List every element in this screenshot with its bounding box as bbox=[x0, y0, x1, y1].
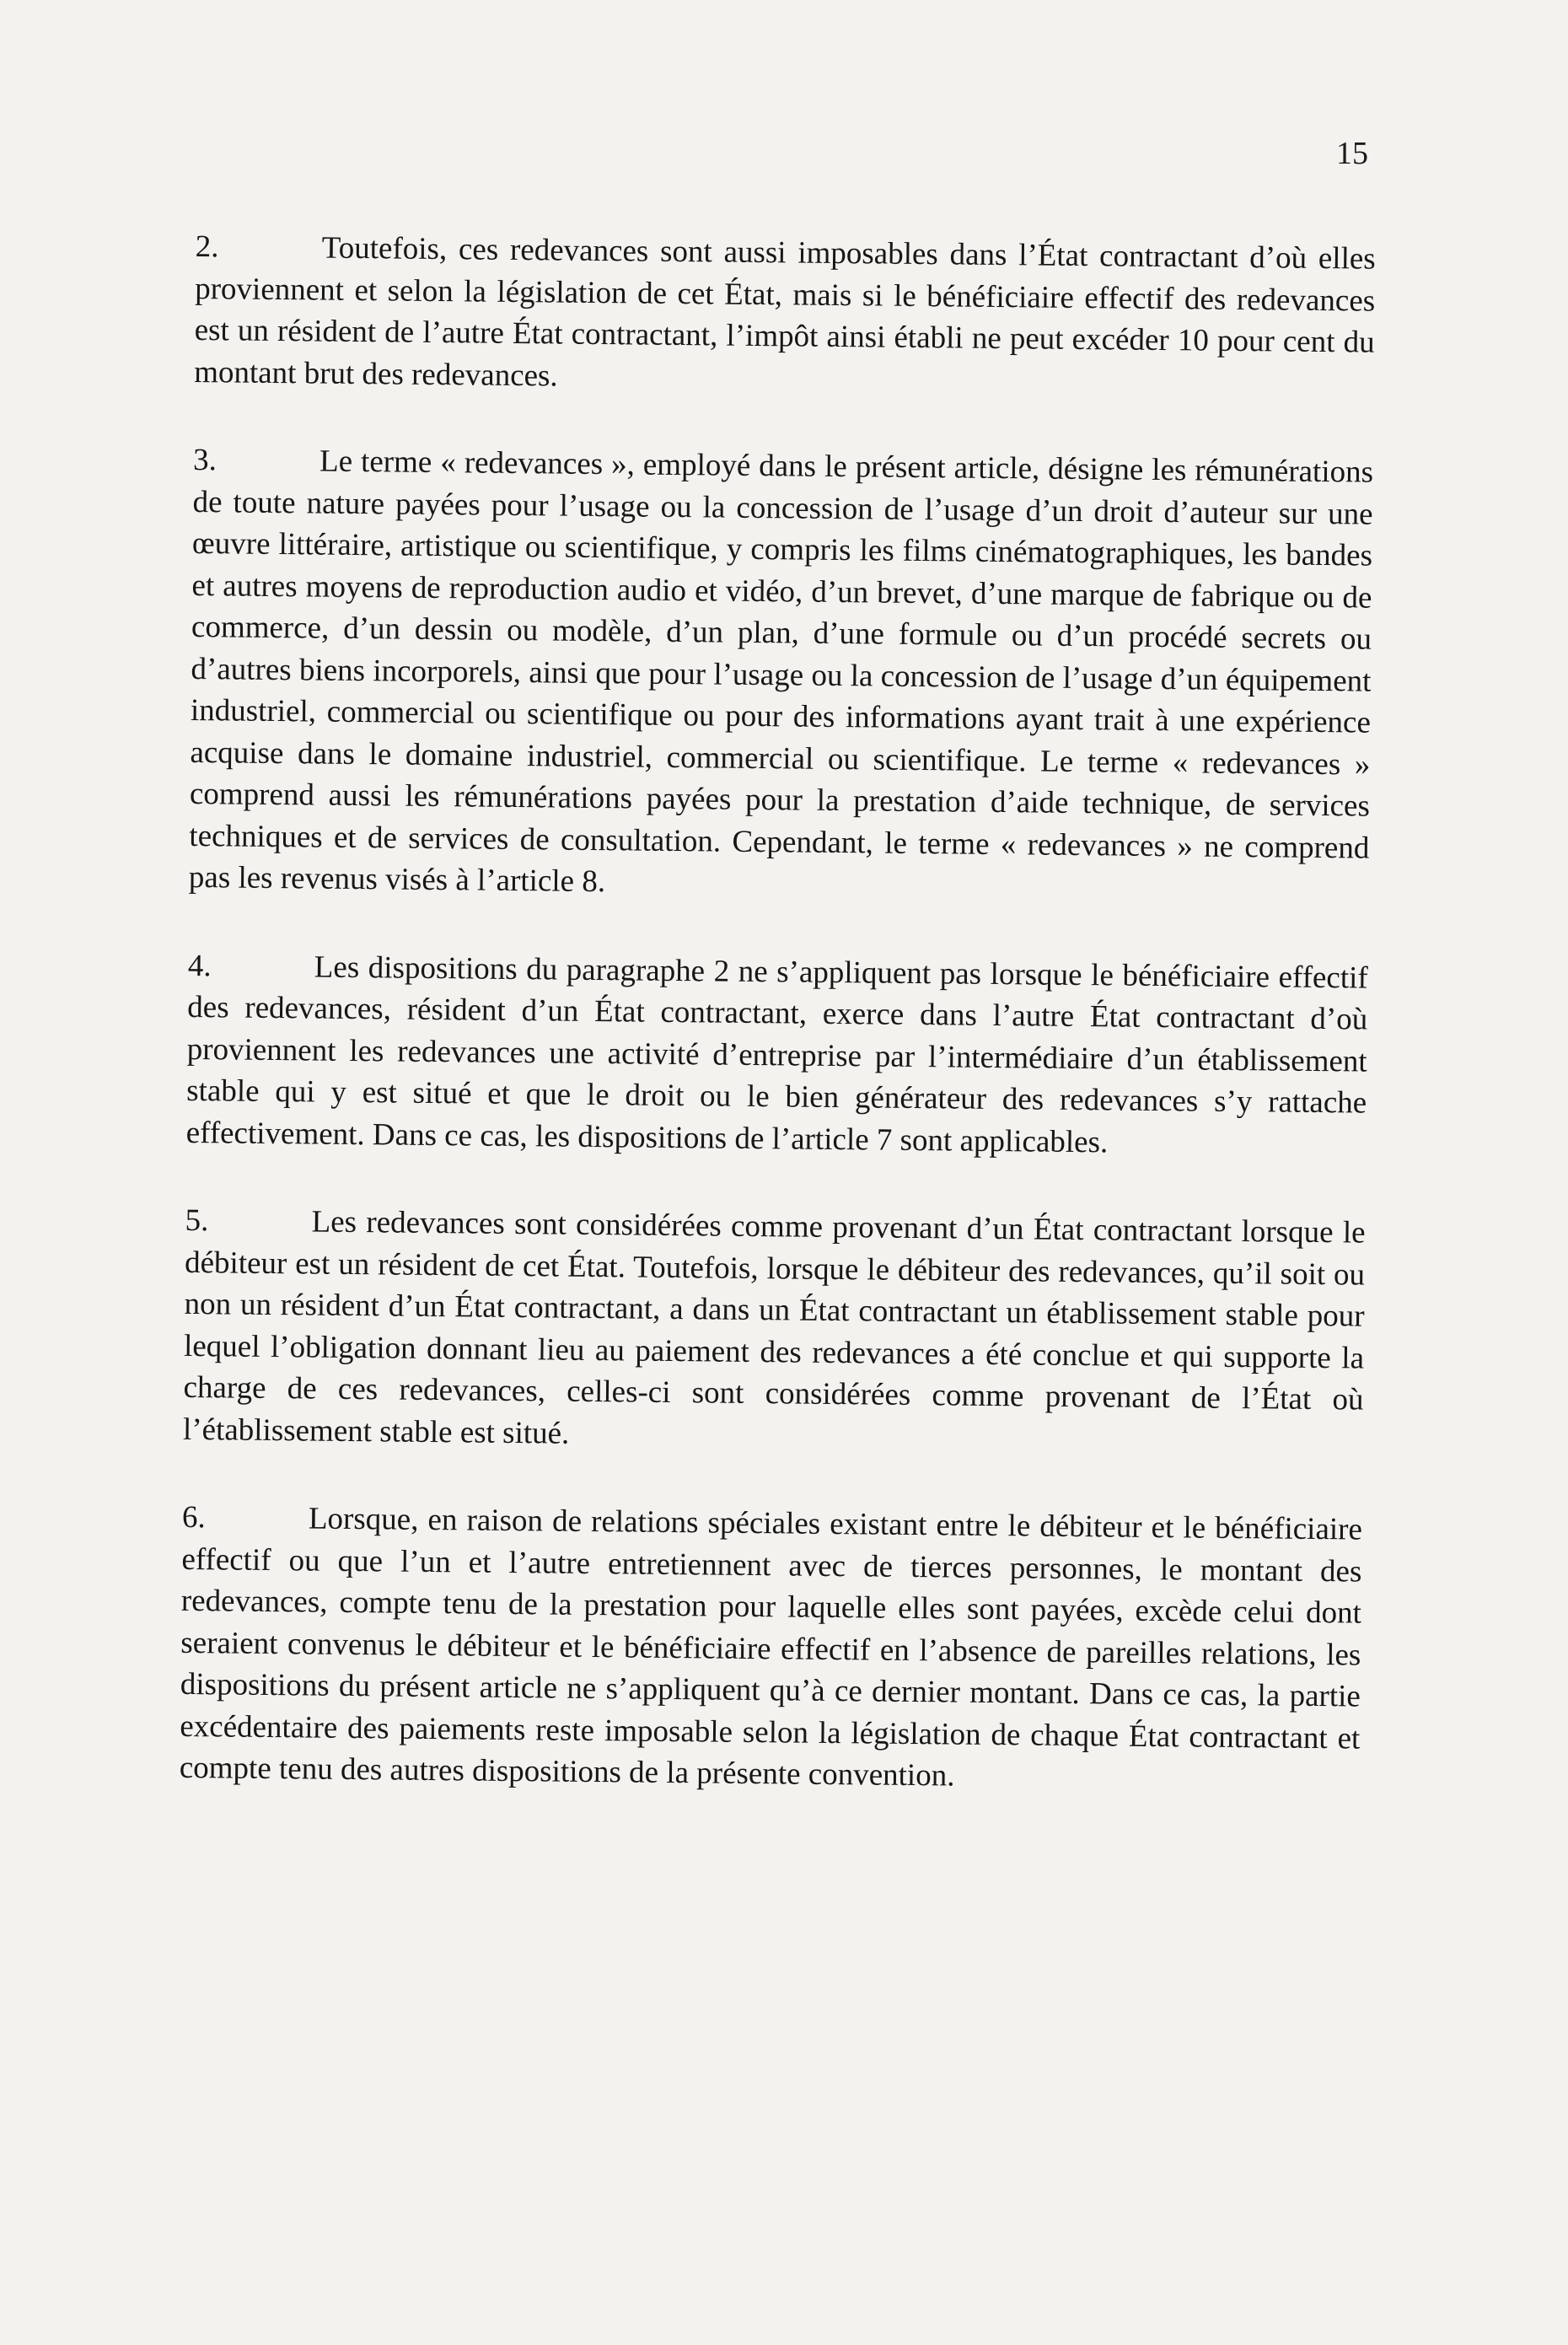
paragraph-number: 6. bbox=[181, 1499, 206, 1536]
page-number: 15 bbox=[1336, 136, 1368, 171]
paragraph-number: 5. bbox=[185, 1202, 209, 1239]
paragraph-3 bbox=[189, 439, 1374, 911]
paragraph-text: Toutefois, ces redevances sont aussi imposables dans l’État contractant d’où elles proviennent et selon la législation de cet État, mais si le bénéficiaire effectif des redevances est un résident de l’autre État contractant, l’impôt ainsi établi ne peut excéder 10 pour cent du montant brut des redevances. bbox=[193, 230, 1376, 394]
paragraph-number: 4. bbox=[187, 948, 212, 983]
paragraph-text: Le terme « redevances », employé dans le présent article, désigne les rémunérations de toute nature payées pour l’usage ou la concession de l’usage d’un droit d’auteur sur une œuvre littéraire, artistique ou scientifique, y compris les films cinématographiques, les bandes et autres moyens de reproduction audio et vidéo, d’un brevet, d’une marque de fabrique ou de commerce, d’un dessin ou modèle, d’un plan, d’une formule ou d’un procédé secrets ou d’autres biens incorporels, ainsi que pour l’usage ou la concession de l’usage d’un équipement industriel, commercial ou scientifique ou pour des informations ayant trait à une expérience acquise dans le domaine industriel, commercial ou scientifique. Le terme « redevances » comprend aussi les rémunérations payées pour la prestation d’aide technique, de services techniques et de services de consultation. Cependant, le terme « redevances » ne comprend pas les revenus visés à l’article 8. bbox=[188, 444, 1374, 900]
paragraph-2 bbox=[194, 226, 1376, 406]
paragraph-number: 3. bbox=[192, 442, 217, 478]
paragraph-number: 2. bbox=[195, 229, 219, 265]
article-body bbox=[179, 226, 1376, 1847]
paragraph-text: Les redevances sont considérées comme provenant d’un État contractant lorsque le débiteur est un résident de cet État. Toutefois, lorsque le débiteur des redevances, qu’il soit ou non un résident d’un État contractant, a dans un État contractant un établissement stable pour lequel l’obligation donnant lieu au paiement des redevances a été conclue et qui supporte la charge de ces redevances, celles-ci sont considérées comme provenant de l’État où l’établissement stable est situé. bbox=[182, 1204, 1366, 1451]
paragraph-text: Lorsque, en raison de relations spéciales existant entre le débiteur et le bénéficiaire effectif ou que l’un et l’autre entretiennent avec de tierces personnes, le montant des redevances, compte tenu de la prestation pour laquelle elles sont payées, excède celui dont seraient convenus le débiteur et le bénéficiaire effectif en l’absence de pareilles relations, les dispositions du présent article ne s’appliquent qu’à ce dernier montant. Dans ce cas, la partie excédentaire des paiements reste imposable selon la législation de chaque État contractant et compte tenu des autres dispositions de la présente convention. bbox=[179, 1501, 1363, 1794]
paragraph-5 bbox=[183, 1200, 1366, 1463]
paragraph-4 bbox=[185, 944, 1368, 1165]
paragraph-text: Les dispositions du paragraphe 2 ne s’appliquent pas lorsque le bénéficiaire effectif des redevances, résident d’un État contractant, exerce dans l’autre État contractant d’où proviennent les redevances une activité d’entreprise par l’intermédiaire d’un établissement stable qui y est situé et que le droit ou le bien générateur des redevances s’y rattache effectivement. Dans ce cas, les dispositions de l’article 7 sont applicables. bbox=[185, 949, 1368, 1159]
paragraph-6 bbox=[180, 1497, 1363, 1801]
